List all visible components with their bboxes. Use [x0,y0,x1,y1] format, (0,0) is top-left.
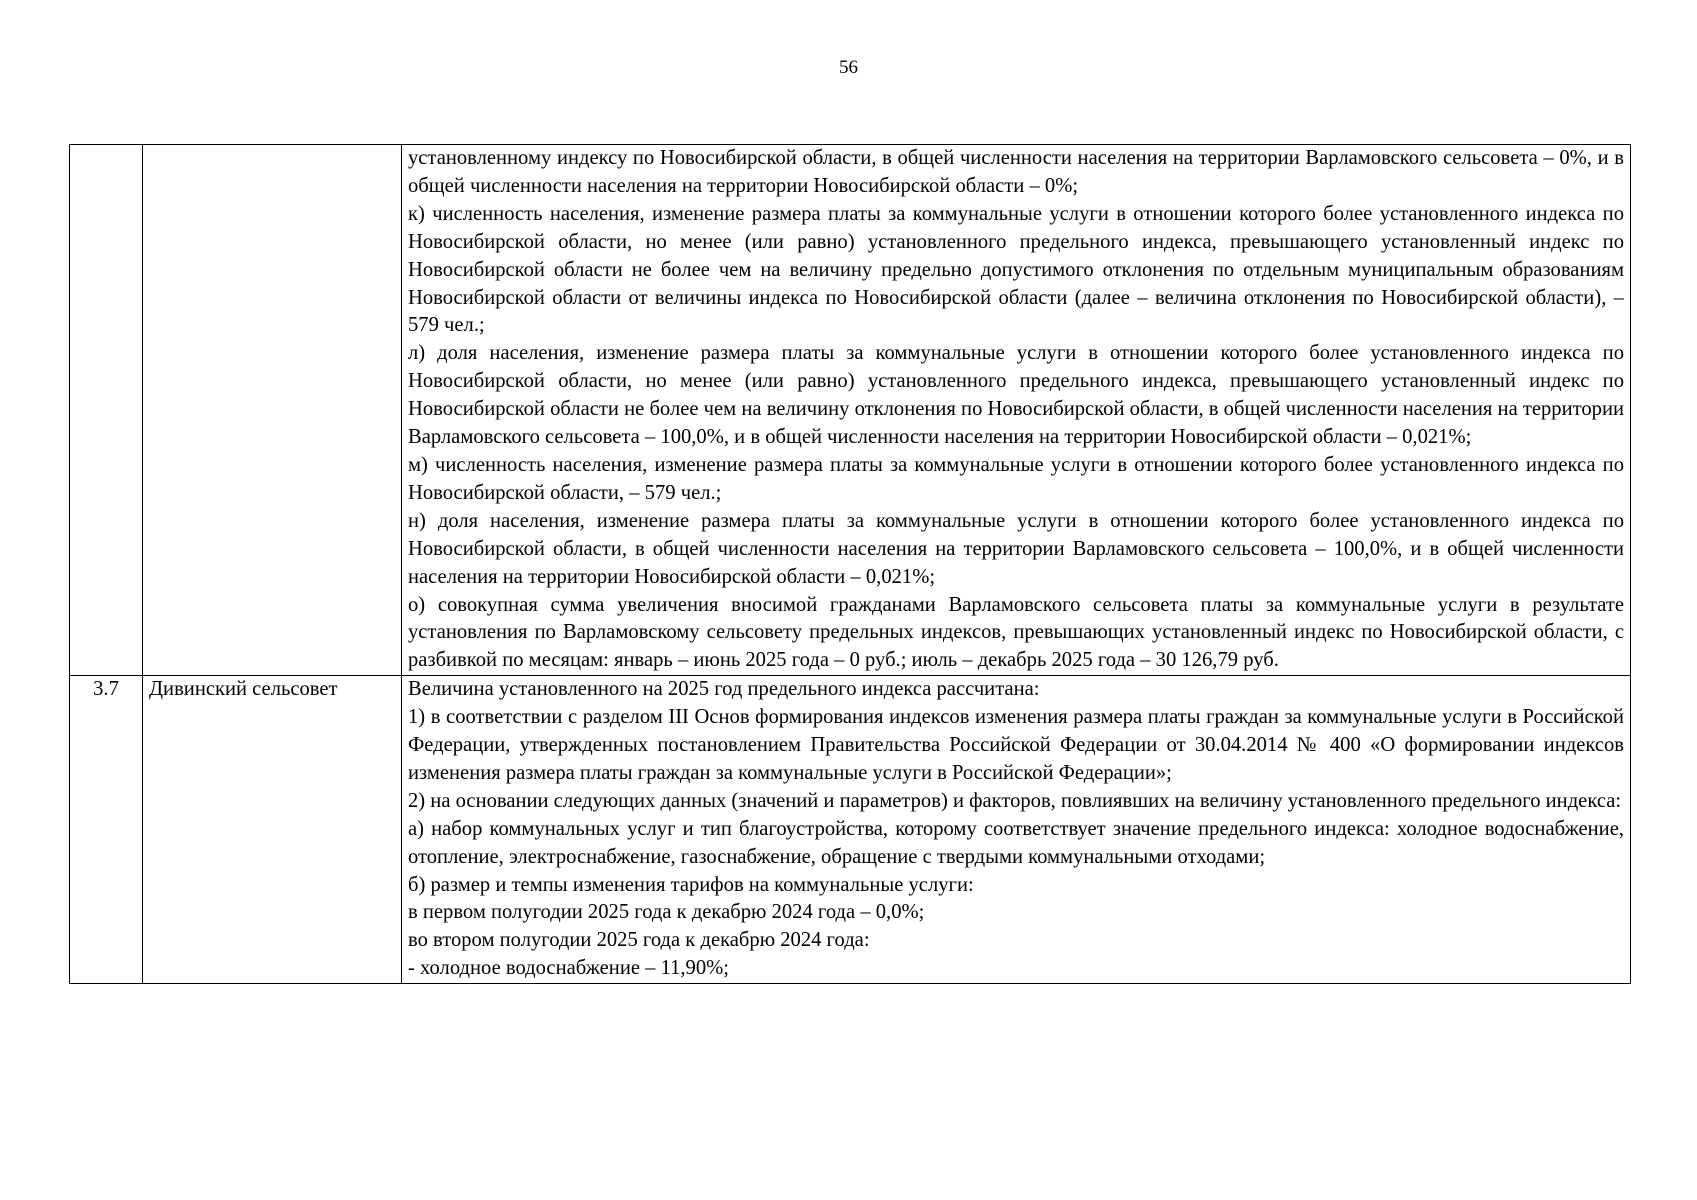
table-row [70,145,1631,676]
paragraph: установленному индексу по Новосибирской области, в общей численности населения на территории Варламовского сельсовета – 0%, и в общей численности населения на территории Новосибирской области – 0%; [408,147,1624,197]
description-cell [402,676,1631,984]
page-number: 56 [839,57,858,78]
table-row [70,676,1631,984]
row-number-cell: 3.7 [70,676,143,984]
paragraph: л) доля населения, изменение размера платы за коммунальные услуги в отношении которого более установленного индекса по Новосибирской области, но менее (или равно) установленного предельного индекса, превышающего установленный индекс по Новосибирской области не более чем на величину отклонения по Новосибирской области, в общей численности населения на территории Варламовского сельсовета – 100,0%, и в общей численности населения на территории Новосибирской области – 0,021%; [408,342,1624,449]
municipality-name-cell: Дивинский сельсовет [143,676,402,984]
paragraph: б) размер и темпы изменения тарифов на коммунальные услуги: [408,873,974,896]
paragraph: 1) в соответствии с разделом III Основ формирования индексов изменения размера платы граждан за коммунальные услуги в Российской Федерации, утвержденных постановлением Правительства Российской Федерации от 30.04.2014 № 400 «О формировании индексов изменения размера платы граждан за коммунальные услуги в Российской Федерации»; [408,706,1624,784]
paragraph: о) совокупная сумма увеличения вносимой гражданами Варламовского сельсовета платы за коммунальные услуги в результате установления по Варламовскому сельсовету предельных индексов, превышающих установленный индекс по Новосибирской области, с разбивкой по месяцам: январь – июнь 2025 года – 0 руб.; июль – декабрь 2025 года – 30 126,79 руб. [408,593,1624,672]
row-number-cell [70,145,143,676]
document-table [69,144,1631,984]
municipality-name-cell [143,145,402,676]
paragraph: н) доля населения, изменение размера платы за коммунальные услуги в отношении которого более установленного индекса по Новосибирской области, в общей численности населения на территории Варламовского сельсовета – 100,0%, и в общей численности населения на территории Новосибирской области – 0,021%; [408,509,1624,588]
paragraph: а) набор коммунальных услуг и тип благоустройства, которому соответствует значение предельного индекса: холодное водоснабжение, отопление, электроснабжение, газоснабжение, обращение с твердыми коммунальными отходами; [408,817,1624,868]
paragraph: 2) на основании следующих данных (значений и параметров) и факторов, повлиявших на величину установленного предельного индекса: [408,789,1622,812]
paragraph: м) численность населения, изменение размера платы за коммунальные услуги в отношении которого более установленного индекса по Новосибирской области, – 579 чел.; [408,453,1624,504]
paragraph: Величина установленного на 2025 год предельного индекса рассчитана: [408,678,1040,701]
paragraph: - холодное водоснабжение – 11,90%; [408,957,730,980]
paragraph: в первом полугодии 2025 года к декабрю 2024 года – 0,0%; [408,901,925,924]
paragraph: к) численность населения, изменение размера платы за коммунальные услуги в отношении которого более установленного индекса по Новосибирской области, но менее (или равно) установленного предельного индекса, превышающего установленный индекс по Новосибирской области не более чем на величину предельно допустимого отклонения по отдельным муниципальным образованиям Новосибирской области от величины индекса по Новосибирской области (далее – величина отклонения по Новосибирской области), – 579 чел.; [408,202,1624,337]
description-cell [402,145,1631,676]
paragraph: во втором полугодии 2025 года к декабрю 2024 года: [408,929,870,952]
